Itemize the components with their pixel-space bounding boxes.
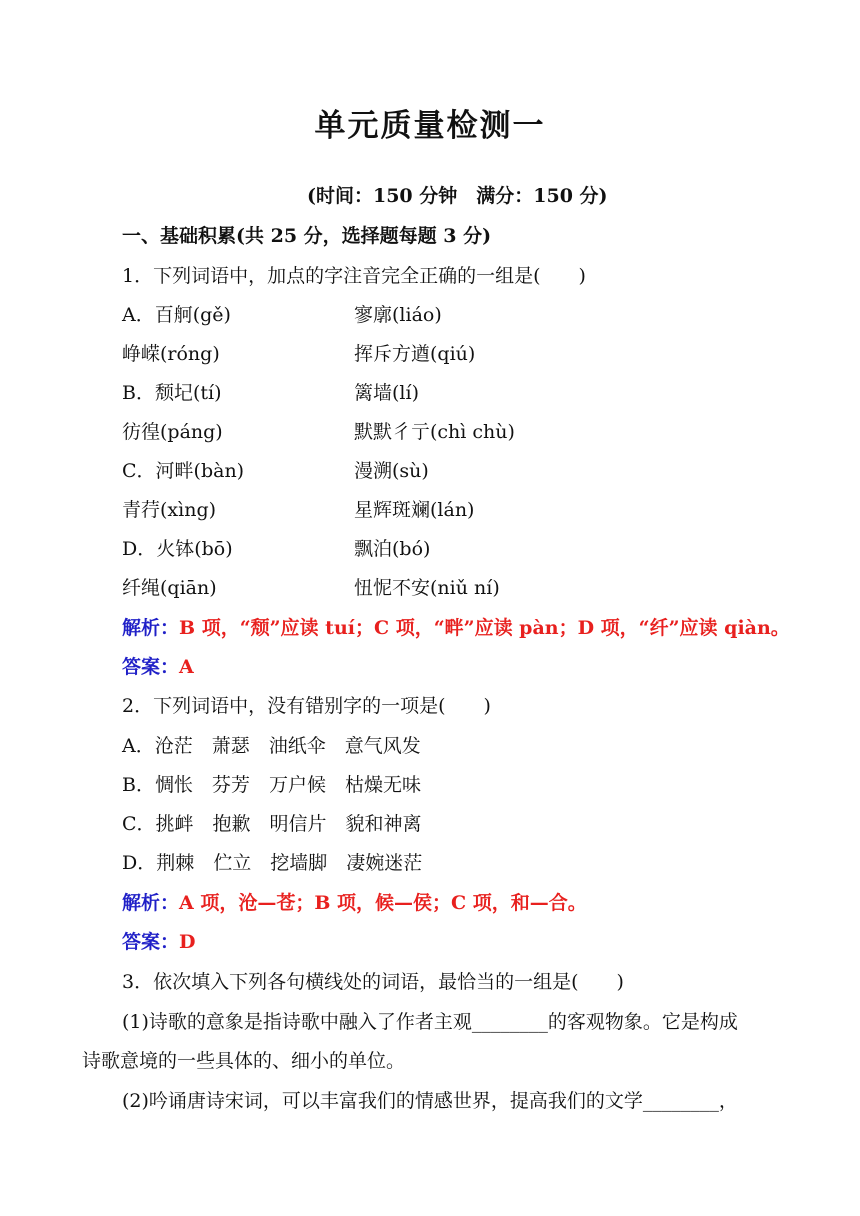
q1-analysis [122, 614, 790, 642]
exam-time-info: (时间：150 分钟 满分：150 分) [307, 185, 608, 207]
q1-option-b-left: B．颓圮(tí) [122, 382, 222, 404]
analysis-text: A 项，沧—苍；B 项，候—侯；C 项，和—合。 [179, 892, 587, 914]
question-2-stem: 2．下列词语中，没有错别字的一项是( ) [122, 695, 491, 717]
q1-option-d2-right: 忸怩不安(niǔ ní) [354, 577, 500, 599]
q2-option-b: B．惆怅 芬芳 万户候 枯燥无味 [122, 774, 421, 796]
q1-option-c2-right: 星辉斑斓(lán) [354, 499, 475, 521]
q1-option-a2-left: 峥嵘(róng) [122, 343, 220, 365]
q1-option-a-left: A．百舸(gě) [122, 304, 231, 326]
page-title: 单元质量检测一 [314, 108, 546, 144]
q1-option-b2-right: 默默彳亍(chì chù) [354, 421, 515, 443]
analysis-label: 解析： [122, 892, 180, 914]
q1-option-c-right: 漫溯(sù) [354, 460, 429, 482]
answer-label: 答案： [122, 656, 180, 678]
q3-sentence-1: (1)诗歌的意象是指诗歌中融入了作者主观________的客观物象。它是构成 [122, 1011, 738, 1033]
analysis-label: 解析： [122, 617, 180, 639]
q2-option-c: C．挑衅 抱歉 明信片 貌和神离 [122, 813, 422, 835]
q1-option-b2-left: 彷徨(páng) [122, 421, 223, 443]
answer-label: 答案： [122, 931, 180, 953]
q1-option-d-left: D．火钵(bō) [122, 538, 233, 560]
q1-option-a-right: 寥廓(liáo) [354, 304, 442, 326]
q1-option-a2-right: 挥斥方遒(qiú) [354, 343, 476, 365]
q1-answer [122, 653, 194, 681]
q1-option-d2-left: 纤绳(qiān) [122, 577, 217, 599]
question-1-stem: 1．下列词语中，加点的字注音完全正确的一组是( ) [122, 265, 586, 287]
q3-sentence-2: (2)吟诵唐诗宋词，可以丰富我们的情感世界，提高我们的文学________， [122, 1090, 738, 1112]
q2-option-d: D．荆棘 伫立 挖墙脚 凄婉迷茫 [122, 852, 423, 874]
question-3-stem: 3．依次填入下列各句横线处的词语，最恰当的一组是( ) [122, 971, 624, 993]
q1-option-c2-left: 青荇(xìng) [122, 499, 217, 521]
q3-sentence-1-cont: 诗歌意境的一些具体的、细小的单位。 [82, 1050, 406, 1072]
q2-answer [122, 928, 196, 956]
section-heading: 一、基础积累(共 25 分，选择题每题 3 分) [122, 225, 492, 247]
answer-value: A [179, 656, 194, 678]
analysis-text: B 项，“颓”应读 tuí；C 项，“畔”应读 pàn；D 项，“纤”应读 qiàn。 [179, 617, 790, 639]
q1-option-c-left: C．河畔(bàn) [122, 460, 245, 482]
q2-analysis [122, 889, 587, 917]
answer-value: D [179, 931, 196, 953]
q1-option-b-right: 篱墙(lí) [354, 382, 419, 404]
q1-option-d-right: 飘泊(bó) [354, 538, 431, 560]
q2-option-a: A．沧茫 萧瑟 油纸伞 意气风发 [122, 735, 421, 757]
